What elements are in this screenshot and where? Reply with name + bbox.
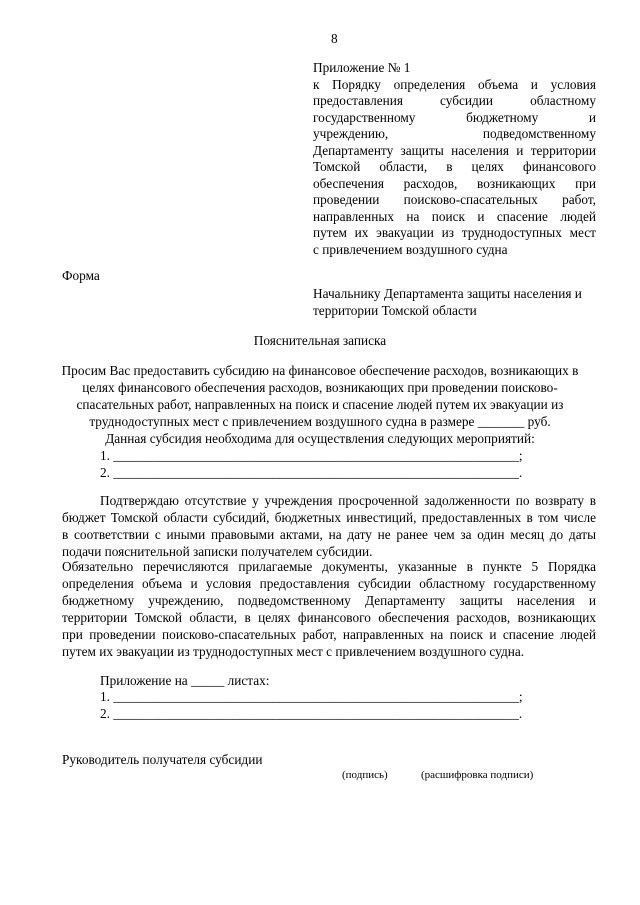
attachments-label: Приложение на _____ листах: [100,673,270,688]
text-line: к Порядку определения объема и условия [313,76,596,92]
signature-decode-caption: (расшифровка подписи) [421,769,534,781]
text-line: 2. _____________________________________________________________. [100,464,523,480]
signature-caption: (подпись) [342,769,388,781]
text-line: 1. _____________________________________________________________; [100,689,523,704]
text-line: бюджет Томской области субсидий, бюджетных инвестиций, предоставленных в том числе [62,510,596,525]
text-line: Подтверждаю отсутствие у учреждения просроченной задолженности по возврату в [100,493,596,508]
text-line: труднодоступных мест с привлечением воздушного судна в размере _______ руб. [89,414,551,429]
text-line: Обязательно перечисляются прилагаемые документы, указанные в пункте 5 Порядка [62,559,596,574]
text-line: территории Томской области, в целях финансового обеспечения расходов, возникающих [62,610,596,625]
page-number: 8 [331,31,338,46]
text-line: спасательных работ, направленных на поиск и спасение людей путем их эвакуации из [76,397,564,412]
document-title: Пояснительная записка [253,333,387,348]
text-line: предоставления субсидии областному [313,93,596,108]
text-line: с привлечением воздушного судна [313,241,508,257]
text-line: подачи пояснительной записки получателем субсидии. [62,544,373,559]
text-line: Данная субсидия необходима для осуществления следующих мероприятий: [105,431,535,446]
text-line: 1. _____________________________________________________________; [100,448,523,463]
text-line: территории Томской области [313,302,477,318]
form-label: Форма [62,268,100,283]
text-line: бюджетному учреждению, подведомственному Департаменту защиты населения и [62,593,596,608]
text-line: обеспечения расходов, возникающих при [313,175,596,191]
text-line: 2. _____________________________________________________________. [100,705,523,721]
text-line: определения объема и условия предоставления субсидии областному государственному [62,576,596,591]
text-line: Просим Вас предоставить субсидию на финансовое обеспечение расходов, возникающих в [61,363,579,378]
text-line: проведении поисково-спасательных работ, [313,192,596,207]
text-line: государственному бюджетному и [313,109,596,125]
text-line: путем их эвакуации из труднодоступных мест с привлечением воздушного судна. [62,644,525,659]
text-line: Департаменту защиты населения и территории [313,142,596,158]
text-line: целях финансового обеспечения расходов, возникающих при проведении поисково- [82,380,558,395]
text-line: направленных на поиск и спасение людей [313,208,596,224]
signature-head: Руководитель получателя субсидии [62,752,263,767]
text-line: в соответствии с иными правовыми актами, на дату не ранее чем за один месяц до даты [62,527,596,542]
text-line: Томской области, в целях финансового [313,159,596,174]
text-line: Начальнику Департамента защиты населения и [313,286,582,301]
text-line: при проведении поисково-спасательных работ, направленных на поиск и спасение людей [62,627,596,642]
text-line: Приложение № 1 [313,60,411,75]
text-line: учреждению, подведомственному [313,126,596,141]
text-line: путем их эвакуации из труднодоступных мест [313,225,596,240]
